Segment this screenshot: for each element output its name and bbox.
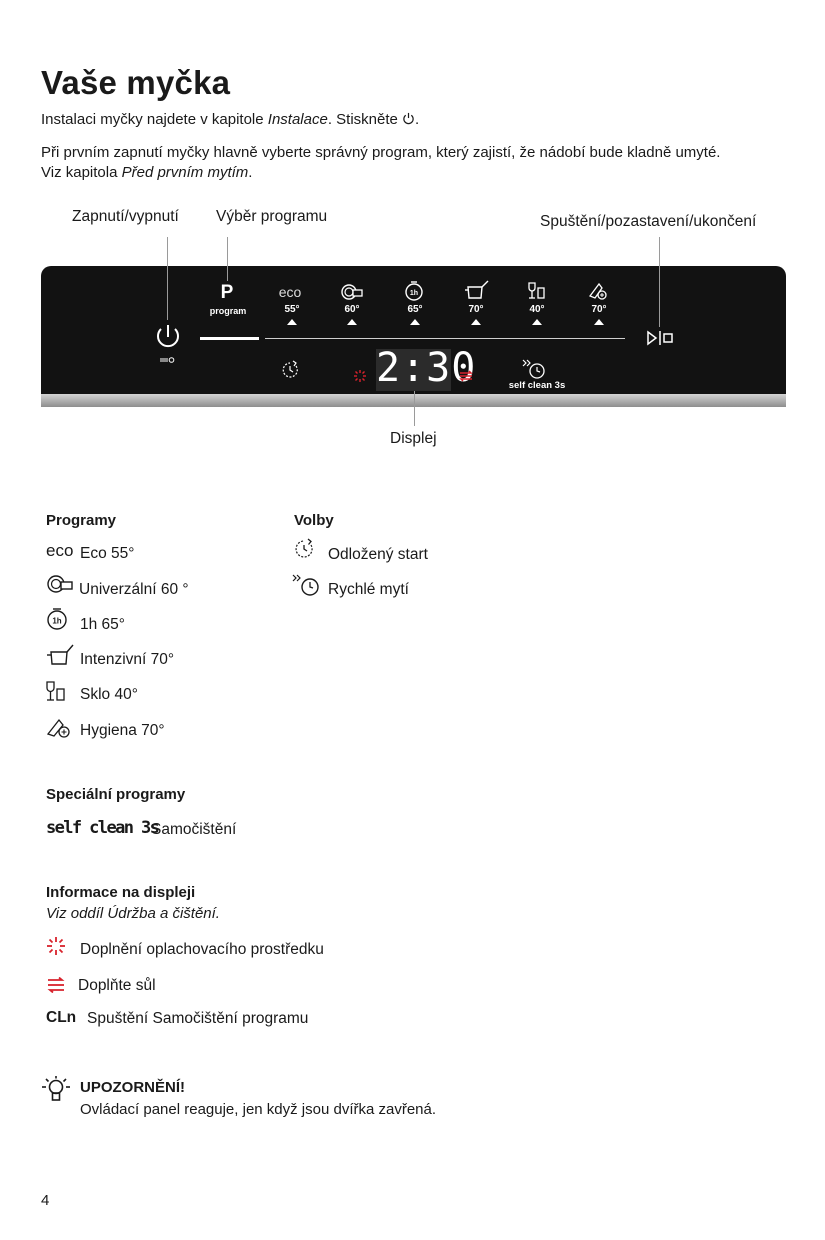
panel-1h-icon[interactable] <box>403 280 425 302</box>
intensive-program-icon <box>46 643 76 667</box>
special-heading: Speciální programy <box>46 786 186 803</box>
program-letter[interactable]: P <box>220 282 234 303</box>
intro-line-3-pre: Viz kapitola <box>41 164 122 181</box>
intro-line-1 <box>41 110 419 130</box>
indicator-4 <box>471 319 481 325</box>
quick-wash-icon <box>292 573 322 597</box>
hygiene-program-icon <box>46 716 72 740</box>
panel-temp-3: 65° <box>407 304 423 315</box>
panel-temp-1: 55° <box>284 304 300 315</box>
glass-program-icon <box>46 681 68 703</box>
panel-universal-icon[interactable] <box>339 282 365 302</box>
panel-quick-wash-icon[interactable] <box>522 358 548 380</box>
panel-salt-icon <box>459 370 473 382</box>
indicator-2 <box>347 319 357 325</box>
callout-power: Zapnutí/vypnutí <box>72 208 179 225</box>
warning-bulb-icon <box>40 1075 72 1107</box>
panel-temp-6: 70° <box>591 304 607 315</box>
delay-start-icon <box>293 538 317 560</box>
power-button[interactable] <box>153 322 183 364</box>
intro-line-1-end: . <box>415 111 420 128</box>
info-salt: Doplňte sůl <box>78 977 156 994</box>
info-cln: Spuštění Samočištění programu <box>87 1010 309 1027</box>
slider-active-segment[interactable] <box>200 337 259 340</box>
program-universal: Univerzální 60 ° <box>79 581 189 598</box>
intro-line-1-pre: Instalaci myčky najdete v kapitole <box>41 111 268 128</box>
salt-icon <box>46 977 66 993</box>
callout-line-power <box>167 237 168 320</box>
program-hygiene: Hygiena 70° <box>80 722 165 739</box>
panel-intensive-icon[interactable] <box>464 279 490 301</box>
intro-line-2: Při prvním zapnutí myčky hlavně vyberte správný program, který zajistí, že nádobí bude kladně umyté. <box>41 144 721 161</box>
options-heading: Volby <box>294 512 334 529</box>
panel-temp-2: 60° <box>344 304 360 315</box>
program-word: program <box>209 306 247 316</box>
svg-text:1h: 1h <box>409 290 419 297</box>
display-info-subheading: Viz oddíl Údržba a čištění. <box>46 905 220 922</box>
intro-line-1-post: . Stiskněte <box>327 111 398 128</box>
panel-temp-5: 40° <box>529 304 545 315</box>
info-rinse-aid: Doplnění oplachovacího prostředku <box>80 941 324 958</box>
display-time: 2:30 <box>376 345 477 391</box>
eco-prefix: eco <box>46 541 74 560</box>
panel-self-clean-label: self clean 3s <box>508 380 566 391</box>
warning-text: Ovládací panel reaguje, jen když jsou dvířka zavřená. <box>80 1101 437 1118</box>
universal-program-icon <box>46 574 76 596</box>
program-glass: Sklo 40° <box>80 686 138 703</box>
special-self-clean: Samočištění <box>151 821 237 838</box>
panel-glass-icon[interactable] <box>527 281 547 301</box>
panel-temp-4: 70° <box>468 304 484 315</box>
option-quick-wash: Rychlé mytí <box>328 581 409 598</box>
warning-heading: UPOZORNĚNÍ! <box>80 1079 185 1096</box>
intro-line-3 <box>41 163 252 183</box>
intro-line-1-italic: Instalace <box>267 111 328 128</box>
callout-line-display <box>414 390 415 426</box>
panel-hygiene-icon[interactable] <box>587 280 609 302</box>
programs-heading: Programy <box>46 512 117 529</box>
start-pause-button[interactable] <box>646 330 674 346</box>
callout-start: Spuštění/pozastavení/ukončení <box>540 213 757 230</box>
callout-display: Displej <box>390 430 437 447</box>
callout-line-program <box>227 237 228 281</box>
indicator-3 <box>410 319 420 325</box>
callout-line-start <box>659 237 660 327</box>
panel-rinse-aid-icon <box>353 369 367 383</box>
slider-track[interactable] <box>265 338 625 339</box>
cln-code: CLn <box>46 1009 77 1026</box>
1h-program-icon <box>46 607 68 631</box>
program-eco: Eco 55° <box>80 545 135 562</box>
panel-delay-start-icon[interactable] <box>279 360 301 380</box>
indicator-1 <box>287 319 297 325</box>
indicator-6 <box>594 319 604 325</box>
program-intensive: Intenzivní 70° <box>80 651 175 668</box>
svg-text:1h: 1h <box>52 616 62 626</box>
page-number: 4 <box>41 1192 50 1209</box>
rinse-aid-icon <box>46 936 66 956</box>
intro-line-3-post: . <box>248 164 253 181</box>
callout-program-select: Výběr programu <box>216 208 328 225</box>
power-icon <box>402 112 415 125</box>
panel-eco-label[interactable]: eco <box>278 284 302 300</box>
program-1h: 1h 65° <box>80 616 125 633</box>
display-info-heading: Informace na displeji <box>46 884 196 901</box>
intro-line-3-italic: Před prvním mytím <box>121 164 249 181</box>
option-delay-start: Odložený start <box>328 546 428 563</box>
self-clean-prefix: self clean 3s <box>46 818 159 838</box>
page-title: Vaše myčka <box>41 64 231 101</box>
indicator-5 <box>532 319 542 325</box>
